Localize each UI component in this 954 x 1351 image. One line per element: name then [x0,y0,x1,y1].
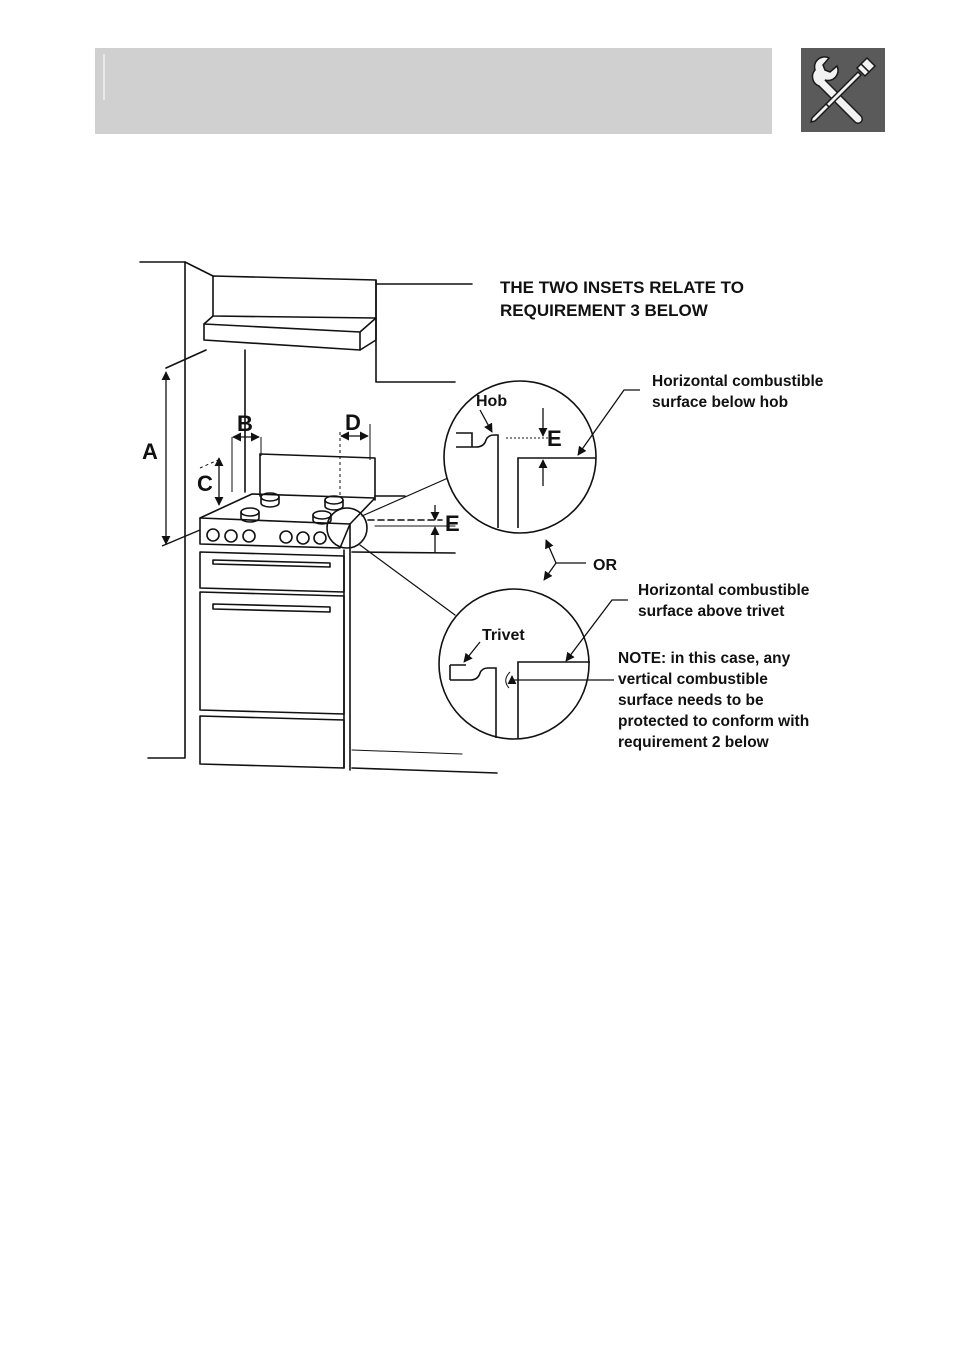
dim-c-ref [200,460,218,468]
dim-label-d: D [345,410,361,435]
burner-4 [313,511,331,519]
trivet-inset [439,589,590,739]
dim-label-b: B [237,411,253,436]
corner-inset-marker [327,508,367,548]
cooker-hood-top [213,276,376,318]
note-line5: requirement 2 below [618,734,769,751]
knob-1 [207,529,219,541]
worktop-front [352,552,455,553]
note-line3: surface needs to be [618,692,764,709]
left-wall [140,262,185,758]
or-label: OR [593,557,617,574]
dim-label-e: E [445,511,460,536]
or-arrow-up [546,540,556,563]
cooker-hood-edge [204,318,376,332]
diagram-title-line1: THE TWO INSETS RELATE TO [500,278,744,297]
hob-inset [444,381,596,533]
upper-cupboard [376,280,455,382]
note-line4: protected to conform with [618,713,810,730]
hob-surface [200,494,375,524]
dim-label-a: A [142,439,158,464]
plinth-line [352,750,462,754]
note-line1: NOTE: in this case, any [618,650,791,667]
knob-5 [297,532,309,544]
splashback-top [260,454,375,500]
oven-handle [213,604,330,612]
knob-4 [280,531,292,543]
trivet-callout-line2: surface above trivet [638,603,785,620]
trivet-inset-leader [360,545,455,615]
hood-ref-line [166,350,206,368]
hob-callout-line2: surface below hob [652,394,789,411]
dim-label-c: C [197,471,213,496]
note-line2: vertical combustible [618,671,768,688]
wall-corner-line [185,262,213,276]
cooker-hood-body [204,316,376,350]
knob-6 [314,532,326,544]
trivet-callout-line1: Horizontal combustible [638,582,810,599]
diagram-title-line2: REQUIREMENT 3 BELOW [500,301,708,320]
hob-label: Hob [476,393,508,410]
or-arrow-down [544,563,556,580]
knob-2 [225,530,237,542]
burner-3 [241,508,259,516]
grill-door [200,552,344,592]
hob-dim-label-e: E [547,426,562,451]
trivet-label: Trivet [482,627,525,644]
knob-3 [243,530,255,542]
floor-line [352,768,497,773]
burner-1-side [261,497,279,507]
storage-drawer [200,716,344,768]
dim-a-ref [162,530,200,546]
hob-callout-line1: Horizontal combustible [652,373,824,390]
grill-handle [213,560,330,567]
